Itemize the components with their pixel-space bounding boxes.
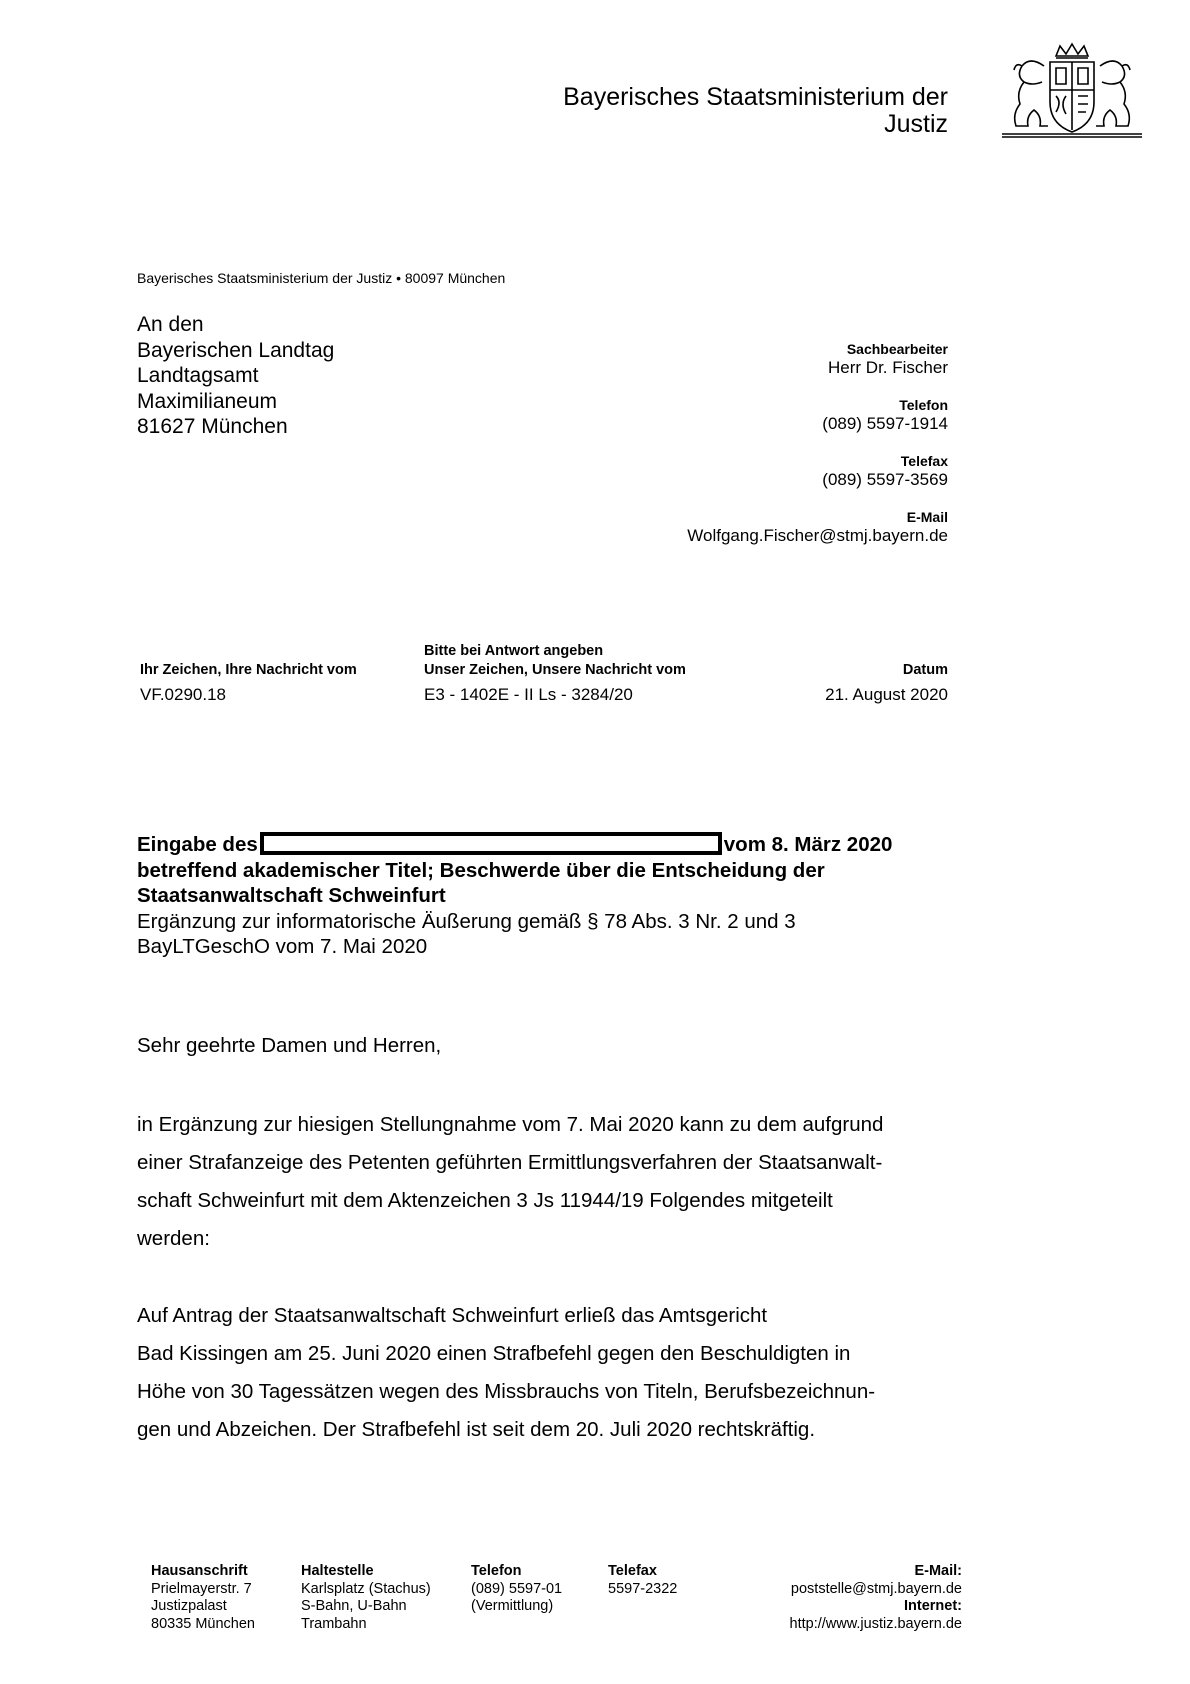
footer-stop	[301, 1563, 431, 1633]
fax-label: Telefax	[900, 453, 948, 469]
body-line: in Ergänzung zur hiesigen Stellungnahme vom 7. Mai 2020 kann zu dem aufgrund	[137, 1113, 884, 1136]
body-line: einer Strafanzeige des Petenten geführten Ermittlungsverfahren der Staatsanwalt-	[137, 1151, 883, 1174]
date-label: Datum	[902, 662, 948, 678]
subject-line-1	[137, 832, 957, 858]
footer-address-label: Hausanschrift	[151, 1563, 248, 1579]
footer-internet-value[interactable]: http://www.justiz.bayern.de	[789, 1615, 962, 1632]
footer-address-line: 80335 München	[151, 1615, 255, 1632]
our-reference-value: E3 - 1402E - II Ls - 3284/20	[424, 685, 633, 704]
body-line: werden:	[137, 1227, 210, 1250]
salutation: Sehr geehrte Damen und Herren,	[137, 1034, 442, 1057]
email-label: E-Mail	[906, 509, 948, 525]
ministry-name	[480, 84, 948, 138]
our-reference-hint: Bitte bei Antwort angeben	[424, 643, 604, 659]
recipient-line: Bayerischen Landtag	[137, 338, 335, 362]
body-line: schaft Schweinfurt mit dem Aktenzeichen 3 Js 11944/19 Folgendes mitgeteilt	[137, 1189, 833, 1212]
footer-contact	[700, 1563, 962, 1633]
your-reference-value: VF.0290.18	[140, 685, 227, 704]
subject-line-4: Ergänzung zur informatorische Äußerung gemäß § 78 Abs. 3 Nr. 2 und 3	[137, 909, 796, 933]
footer-address	[151, 1563, 255, 1633]
subject-line-2: betreffend akademischer Titel; Beschwerde über die Entscheidung der	[137, 858, 825, 882]
recipient-line: An den	[137, 313, 204, 336]
recipient-line: Maximilianeum	[137, 389, 278, 413]
footer-stop-label: Haltestelle	[301, 1563, 374, 1579]
footer-phone-label: Telefon	[471, 1563, 522, 1579]
body-paragraph-2	[137, 1297, 957, 1449]
fax-value: (089) 5597-3569	[822, 470, 948, 489]
phone-label: Telefon	[899, 397, 948, 413]
email-value: Wolfgang.Fischer@stmj.bayern.de	[687, 526, 948, 545]
our-reference-label: Bitte bei Antwort angeben Unser Zeichen, Unsere Nachricht vom	[424, 643, 686, 678]
subject-line-5: BayLTGeschO vom 7. Mai 2020	[137, 935, 428, 958]
body-line: Höhe von 30 Tagessätzen wegen des Missbrauchs von Titeln, Berufsbezeichnun-	[137, 1380, 876, 1403]
body-line: Bad Kissingen am 25. Juni 2020 einen Strafbefehl gegen den Beschuldigten in	[137, 1342, 851, 1365]
body-line: Auf Antrag der Staatsanwaltschaft Schweinfurt erließ das Amtsgericht	[137, 1304, 768, 1327]
your-reference-label: Ihr Zeichen, Ihre Nachricht vom	[140, 662, 357, 678]
redaction-box	[260, 832, 722, 855]
body-paragraph-1	[137, 1106, 957, 1258]
footer-internet-label: Internet:	[904, 1598, 962, 1614]
footer-fax-line: 5597-2322	[608, 1580, 678, 1597]
subject-prefix: Eingabe des	[137, 833, 258, 856]
subject-block	[137, 832, 957, 960]
clerk-value: Herr Dr. Fischer	[828, 358, 948, 377]
recipient-line: Landtagsamt	[137, 364, 259, 387]
footer-email-label: E-Mail:	[914, 1563, 962, 1579]
footer-stop-line: Trambahn	[301, 1615, 367, 1632]
footer-email-value[interactable]: poststelle@stmj.bayern.de	[790, 1580, 962, 1597]
footer-fax-label: Telefax	[608, 1563, 657, 1579]
footer-address-line: Prielmayerstr. 7	[151, 1580, 252, 1597]
bavarian-coat-of-arms-icon	[986, 42, 1158, 140]
return-address: Bayerisches Staatsministerium der Justiz • 80097 München	[137, 270, 506, 286]
ministry-name-line1: Bayerisches Staatsministerium der	[563, 83, 948, 111]
recipient-address	[137, 312, 334, 440]
contact-block	[600, 340, 948, 564]
phone-value: (089) 5597-1914	[822, 414, 948, 433]
subject-line-3: Staatsanwaltschaft Schweinfurt	[137, 884, 446, 907]
date-value: 21. August 2020	[825, 685, 948, 704]
footer-phone-line: (Vermittlung)	[471, 1598, 554, 1614]
body-line: gen und Abzeichen. Der Strafbefehl ist seit dem 20. Juli 2020 rechtskräftig.	[137, 1418, 816, 1441]
footer-stop-line: S-Bahn, U-Bahn	[301, 1598, 407, 1614]
footer-address-line: Justizpalast	[151, 1598, 227, 1614]
clerk-label: Sachbearbeiter	[846, 341, 948, 357]
recipient-line: 81627 München	[137, 415, 288, 438]
ministry-name-line2: Justiz	[884, 110, 948, 138]
footer-fax	[608, 1563, 677, 1598]
footer-phone	[471, 1563, 562, 1616]
footer-stop-line: Karlsplatz (Stachus)	[301, 1580, 431, 1597]
footer-phone-line: (089) 5597-01	[471, 1580, 563, 1597]
subject-suffix: vom 8. März 2020	[723, 833, 893, 856]
